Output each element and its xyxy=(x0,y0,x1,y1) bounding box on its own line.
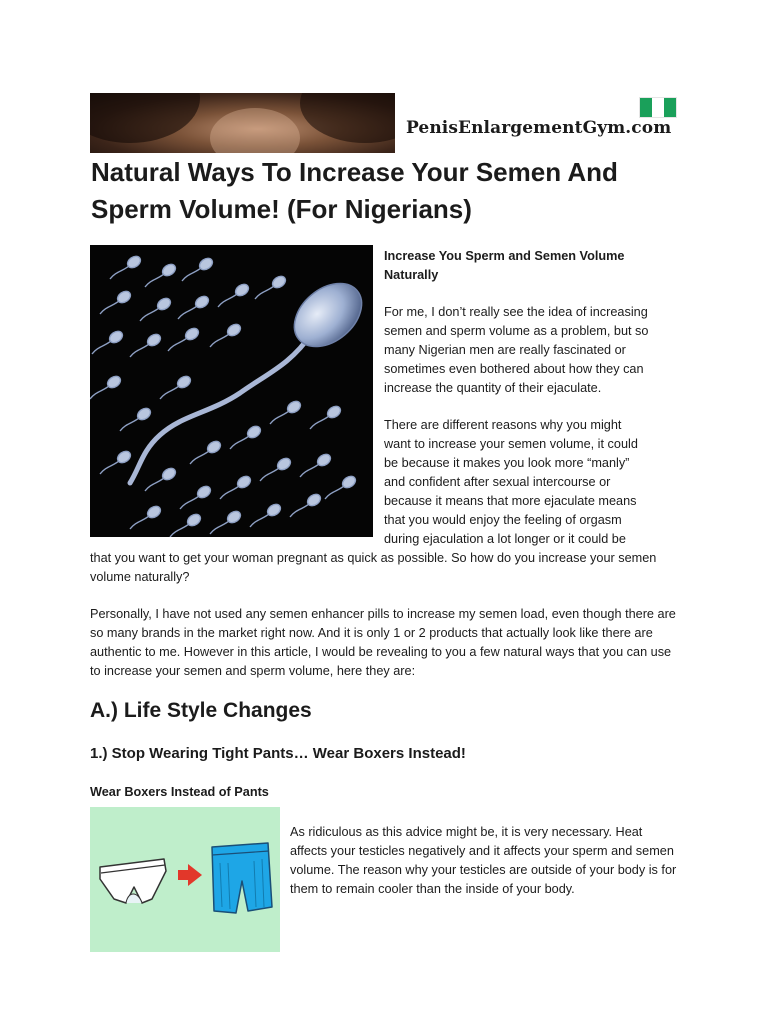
small-sperm-cell xyxy=(168,326,201,351)
small-sperm-cell xyxy=(120,406,153,431)
subsub-heading: Wear Boxers Instead of Pants xyxy=(90,785,269,799)
arrow-icon xyxy=(178,864,202,886)
boxer-shorts-icon xyxy=(212,843,272,913)
site-name: PenisEnlargementGym.com xyxy=(406,118,672,138)
small-sperm-cell xyxy=(100,449,133,474)
paragraph-2-continued: that you want to get your woman pregnant as quick as possible. So how do you increase your semen volume naturally? xyxy=(90,551,657,584)
paragraph-2 xyxy=(384,416,684,549)
small-sperm-cell xyxy=(182,256,215,281)
sperm-illustration xyxy=(90,245,373,537)
boxers-illustration xyxy=(90,807,280,952)
small-sperm-cell xyxy=(325,474,358,499)
small-sperm-cell xyxy=(300,452,333,477)
small-sperm-cell xyxy=(110,254,143,279)
small-sperm-cell xyxy=(90,374,123,399)
nigeria-flag-icon xyxy=(639,97,677,118)
paragraph-2-line: that you would enjoy the feeling of orgasm xyxy=(384,513,622,527)
small-sperm-cell xyxy=(220,474,253,499)
small-sperm-cell xyxy=(140,296,173,321)
small-sperm-cell xyxy=(210,322,243,347)
small-sperm-cell xyxy=(130,332,163,357)
subsection-heading: 1.) Stop Wearing Tight Pants… Wear Boxers Instead! xyxy=(90,745,466,762)
paragraph-2-line: want to increase your semen volume, it could xyxy=(384,437,638,451)
small-sperm-cell xyxy=(100,289,133,314)
small-sperm-cell xyxy=(170,512,203,537)
small-sperm-cell xyxy=(145,262,178,287)
flag-stripe-right xyxy=(664,98,676,117)
flag-stripe-left xyxy=(640,98,652,117)
small-sperm-cell xyxy=(290,492,323,517)
small-sperm-cell xyxy=(218,282,251,307)
paragraph-2-line: during ejaculation a lot longer or it could be xyxy=(384,532,626,546)
header-banner-photo xyxy=(90,93,395,153)
section-heading: A.) Life Style Changes xyxy=(90,699,312,722)
flag-stripe-middle xyxy=(652,98,664,117)
small-sperm-cell xyxy=(210,509,243,534)
small-sperm-cell xyxy=(180,484,213,509)
small-sperm-cell xyxy=(160,374,193,399)
sperm-svg xyxy=(90,245,373,537)
article-title: Natural Ways To Increase Your Semen And Sperm Volume! (For Nigerians) xyxy=(91,157,618,224)
paragraph-2-line: and confident after sexual intercourse or xyxy=(384,475,611,489)
paragraph-4: As ridiculous as this advice might be, it is very necessary. Heat affects your testicles negatively and it affects your sperm and semen volume. The reason why your testicles are outside of your body is for them to remain cooler than the inside of your body. xyxy=(290,825,677,896)
paragraph-1: For me, I don’t really see the idea of increasing semen and sperm volume as a problem, but so many Nigerian men are really fascinated or sometimes even bothered about how they can increase the quantity of their ejaculate. xyxy=(384,305,649,395)
intro-heading: Increase You Sperm and Semen Volume Naturally xyxy=(384,249,625,282)
boxers-svg xyxy=(90,807,280,952)
small-sperm-cell xyxy=(260,456,293,481)
paragraph-2-line: There are different reasons why you might xyxy=(384,418,622,432)
briefs-icon xyxy=(100,859,166,903)
small-sperm-cell xyxy=(310,404,343,429)
small-sperm-cell xyxy=(250,502,283,527)
small-sperm-cell xyxy=(230,424,263,449)
small-sperm-cell xyxy=(92,329,125,354)
small-sperm-cell xyxy=(130,504,163,529)
paragraph-2-line: because it means that more ejaculate means xyxy=(384,494,637,508)
paragraph-2-line: be because it makes you look more “manly” xyxy=(384,456,630,470)
small-sperm-cell xyxy=(255,274,288,299)
small-sperm-cell xyxy=(190,439,223,464)
small-sperm-cell xyxy=(145,466,178,491)
small-sperm-cell xyxy=(270,399,303,424)
small-sperm-cell xyxy=(178,294,211,319)
paragraph-3: Personally, I have not used any semen enhancer pills to increase my semen load, even though there are so many brands in the market right now. And it is only 1 or 2 products that actually look like there are authentic to me. However in this article, I would be revealing to you a few natural ways that you can use to increase your semen and sperm volume, here they are: xyxy=(90,607,676,678)
